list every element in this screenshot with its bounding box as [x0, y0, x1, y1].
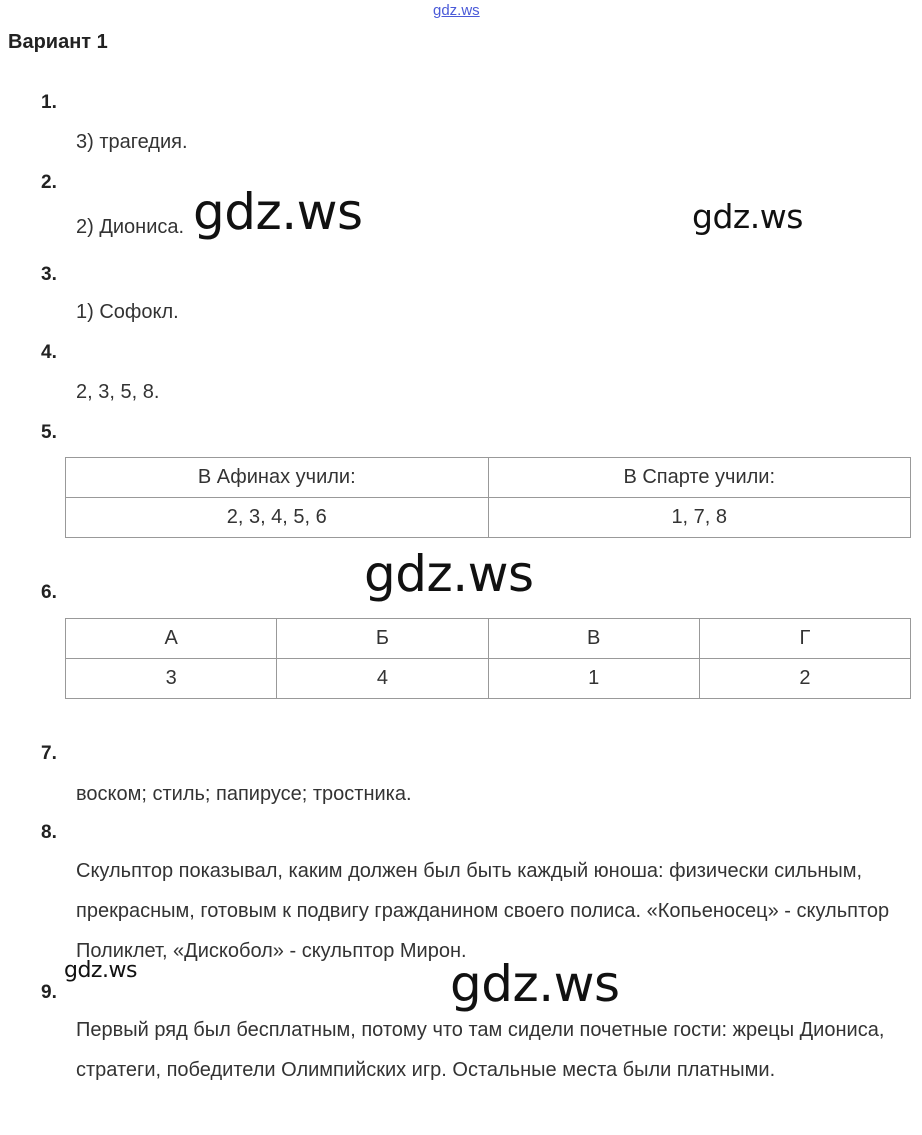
watermark: gdz.ws	[450, 955, 620, 1013]
question-6-number: 6.	[41, 582, 57, 603]
top-watermark-link[interactable]: gdz.ws	[433, 2, 480, 19]
table-cell: 1, 7, 8	[488, 498, 911, 538]
table-header-cell: А	[66, 619, 277, 659]
watermark: gdz.ws	[364, 545, 534, 603]
watermark: gdz.ws	[692, 197, 803, 236]
table-header-cell: В	[488, 619, 699, 659]
table-header-row	[66, 619, 911, 659]
question-5-number: 5.	[41, 422, 57, 443]
question-4-number: 4.	[41, 342, 57, 363]
question-8-number: 8.	[41, 822, 57, 843]
question-7-answer: воском; стиль; папирусе; тростника.	[76, 783, 412, 805]
table-row	[66, 659, 911, 699]
table-cell: 3	[66, 659, 277, 699]
table-header-cell: В Афинах учили:	[66, 458, 489, 498]
question-3-answer: 1) Софокл.	[76, 301, 179, 323]
table-cell: 2, 3, 4, 5, 6	[66, 498, 489, 538]
question-9-number: 9.	[41, 982, 57, 1003]
table-header-cell: Б	[277, 619, 488, 659]
page-title: Вариант 1	[8, 31, 108, 53]
question-2-number: 2.	[41, 172, 57, 193]
question-4-answer: 2, 3, 5, 8.	[76, 381, 160, 403]
table-header-cell: Г	[699, 619, 910, 659]
question-1-number: 1.	[41, 92, 57, 113]
table-cell: 1	[488, 659, 699, 699]
question-9-answer: Первый ряд был бесплатным, потому что там сидели почетные гости: жрецы Диониса, стратеги, победители Олимпийских игр. Остальные места были платными.	[76, 1019, 885, 1081]
table-matching	[65, 618, 911, 699]
question-7-number: 7.	[41, 743, 57, 764]
question-8-answer: Скульптор показывал, каким должен был быть каждый юноша: физически сильным, прекрасным, готовым к подвигу гражданином своего полиса. «Копьеносец» - скульптор Поликлет, «Дискобол» - скульптор Мирон.	[76, 860, 890, 962]
question-3-number: 3.	[41, 264, 57, 285]
table-header-row	[66, 458, 911, 498]
watermark: gdz.ws	[64, 958, 137, 983]
table-header-cell: В Спарте учили:	[488, 458, 911, 498]
table-athens-sparta	[65, 457, 911, 538]
question-1-answer: 3) трагедия.	[76, 131, 188, 153]
watermark: gdz.ws	[193, 183, 363, 241]
question-2-answer: 2) Диониса.	[76, 216, 185, 238]
table-cell: 4	[277, 659, 488, 699]
table-cell: 2	[699, 659, 910, 699]
table-row	[66, 498, 911, 538]
